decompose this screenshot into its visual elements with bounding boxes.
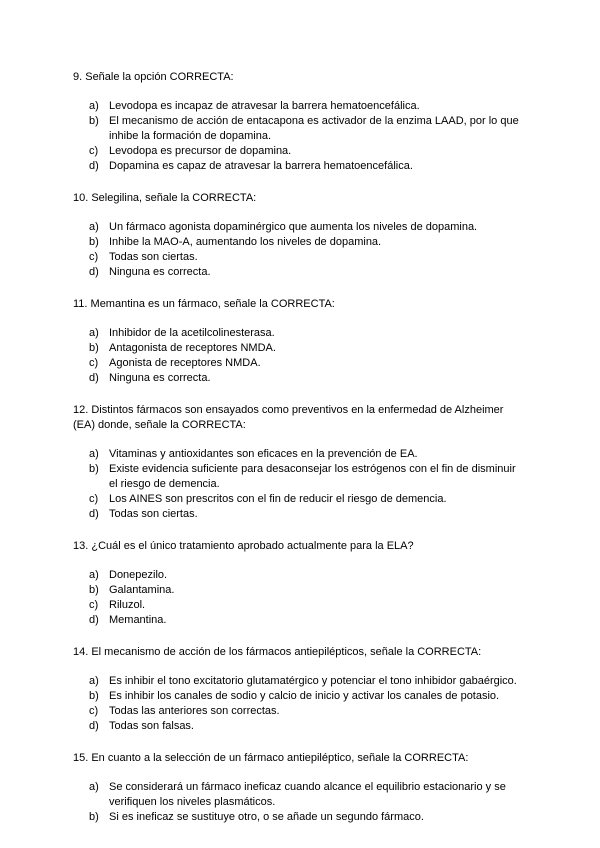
question-title: 9. Señale la opción CORRECTA: <box>73 71 234 83</box>
option-text: Agonista de receptores NMDA. <box>109 357 261 369</box>
option-c <box>89 598 524 613</box>
option-letter: d) <box>89 160 99 172</box>
question-13 <box>73 539 524 628</box>
option-text: Un fármaco agonista dopaminérgico que aumenta los niveles de dopamina. <box>109 221 478 233</box>
option-list <box>73 326 524 386</box>
option-a <box>89 447 524 462</box>
option-letter: c) <box>89 145 99 157</box>
question-15 <box>73 751 524 825</box>
option-letter: a) <box>89 675 99 687</box>
question-title: 11. Memantina es un fármaco, señale la CORRECTA: <box>73 298 335 310</box>
option-letter: a) <box>89 569 99 581</box>
question-title: 15. En cuanto a la selección de un fármaco antiepiléptico, señale la CORRECTA: <box>73 752 469 764</box>
option-text: Existe evidencia suficiente para desaconsejar los estrógenos con el fin de disminuir el riesgo de demencia. <box>109 463 516 490</box>
option-text: Ninguna es correcta. <box>109 372 211 384</box>
option-letter: d) <box>89 508 99 520</box>
option-text: Levodopa es incapaz de atravesar la barrera hematoencefálica. <box>109 100 420 112</box>
option-text: Antagonista de receptores NMDA. <box>109 342 276 354</box>
option-letter: d) <box>89 720 99 732</box>
option-b <box>89 462 524 492</box>
question-9 <box>73 70 524 174</box>
option-d <box>89 507 524 522</box>
option-letter: b) <box>89 811 99 823</box>
option-c <box>89 356 524 371</box>
option-d <box>89 719 524 734</box>
question-10 <box>73 191 524 280</box>
option-letter: c) <box>89 357 99 369</box>
option-text: Los AINES son prescritos con el fin de reducir el riesgo de demencia. <box>109 493 447 505</box>
option-text: Levodopa es precursor de dopamina. <box>109 145 292 157</box>
option-list <box>73 568 524 628</box>
option-list <box>73 780 524 825</box>
option-letter: b) <box>89 584 99 596</box>
option-text: Si es ineficaz se sustituye otro, o se añade un segundo fármaco. <box>109 811 424 823</box>
option-letter: b) <box>89 342 99 354</box>
option-letter: c) <box>89 251 99 263</box>
option-letter: d) <box>89 372 99 384</box>
option-a <box>89 568 524 583</box>
question-title: 13. ¿Cuál es el único tratamiento aprobado actualmente para la ELA? <box>73 540 414 552</box>
question-title: 12. Distintos fármacos son ensayados como preventivos en la enfermedad de Alzheimer (EA) donde, señale la CORRECTA: <box>73 404 504 431</box>
option-text: Todas las anteriores son correctas. <box>109 705 280 717</box>
option-list <box>73 220 524 280</box>
option-letter: a) <box>89 100 99 112</box>
option-b <box>89 810 524 825</box>
option-letter: d) <box>89 266 99 278</box>
option-a <box>89 326 524 341</box>
question-11 <box>73 297 524 386</box>
option-list <box>73 674 524 734</box>
option-text: Memantina. <box>109 614 167 626</box>
option-a <box>89 99 524 114</box>
option-letter: a) <box>89 781 99 793</box>
option-letter: c) <box>89 493 99 505</box>
option-d <box>89 371 524 386</box>
option-text: Es inhibir los canales de sodio y calcio de inicio y activar los canales de potasio. <box>109 690 500 702</box>
option-c <box>89 144 524 159</box>
option-letter: a) <box>89 327 99 339</box>
option-letter: a) <box>89 448 99 460</box>
option-letter: b) <box>89 690 99 702</box>
option-letter: d) <box>89 614 99 626</box>
option-text: Inhibe la MAO-A, aumentando los niveles de dopamina. <box>109 236 382 248</box>
question-14 <box>73 645 524 734</box>
question-title: 10. Selegilina, señale la CORRECTA: <box>73 192 257 204</box>
option-b <box>89 583 524 598</box>
option-d <box>89 159 524 174</box>
option-letter: b) <box>89 236 99 248</box>
option-text: Dopamina es capaz de atravesar la barrera hematoencefálica. <box>109 160 413 172</box>
option-text: El mecanismo de acción de entacapona es activador de la enzima LAAD, por lo que inhibe la formación de dopamina. <box>109 115 519 142</box>
option-d <box>89 613 524 628</box>
option-b <box>89 341 524 356</box>
option-text: Inhibidor de la acetilcolinesterasa. <box>109 327 275 339</box>
option-text: Galantamina. <box>109 584 175 596</box>
option-letter: a) <box>89 221 99 233</box>
option-b <box>89 114 524 144</box>
option-c <box>89 704 524 719</box>
option-text: Todas son falsas. <box>109 720 194 732</box>
option-letter: c) <box>89 599 99 611</box>
option-text: Vitaminas y antioxidantes son eficaces en la prevención de EA. <box>109 448 418 460</box>
option-letter: b) <box>89 115 99 127</box>
option-text: Es inhibir el tono excitatorio glutamatérgico y potenciar el tono inhibidor gabaérgico. <box>109 675 517 687</box>
option-text: Ninguna es correcta. <box>109 266 211 278</box>
option-letter: c) <box>89 705 99 717</box>
option-b <box>89 235 524 250</box>
option-c <box>89 492 524 507</box>
option-text: Todas son ciertas. <box>109 508 198 520</box>
option-c <box>89 250 524 265</box>
option-text: Donepezilo. <box>109 569 168 581</box>
option-a <box>89 780 524 810</box>
option-letter: b) <box>89 463 99 475</box>
option-d <box>89 265 524 280</box>
option-text: Todas son ciertas. <box>109 251 198 263</box>
question-12 <box>73 403 524 522</box>
option-a <box>89 674 524 689</box>
option-a <box>89 220 524 235</box>
option-text: Se considerará un fármaco ineficaz cuando alcance el equilibrio estacionario y se verifiquen los niveles plasmáticos. <box>109 781 506 808</box>
option-text: Riluzol. <box>109 599 146 611</box>
option-list <box>73 99 524 174</box>
option-list <box>73 447 524 522</box>
question-title: 14. El mecanismo de acción de los fármacos antiepilépticos, señale la CORRECTA: <box>73 646 482 658</box>
option-b <box>89 689 524 704</box>
